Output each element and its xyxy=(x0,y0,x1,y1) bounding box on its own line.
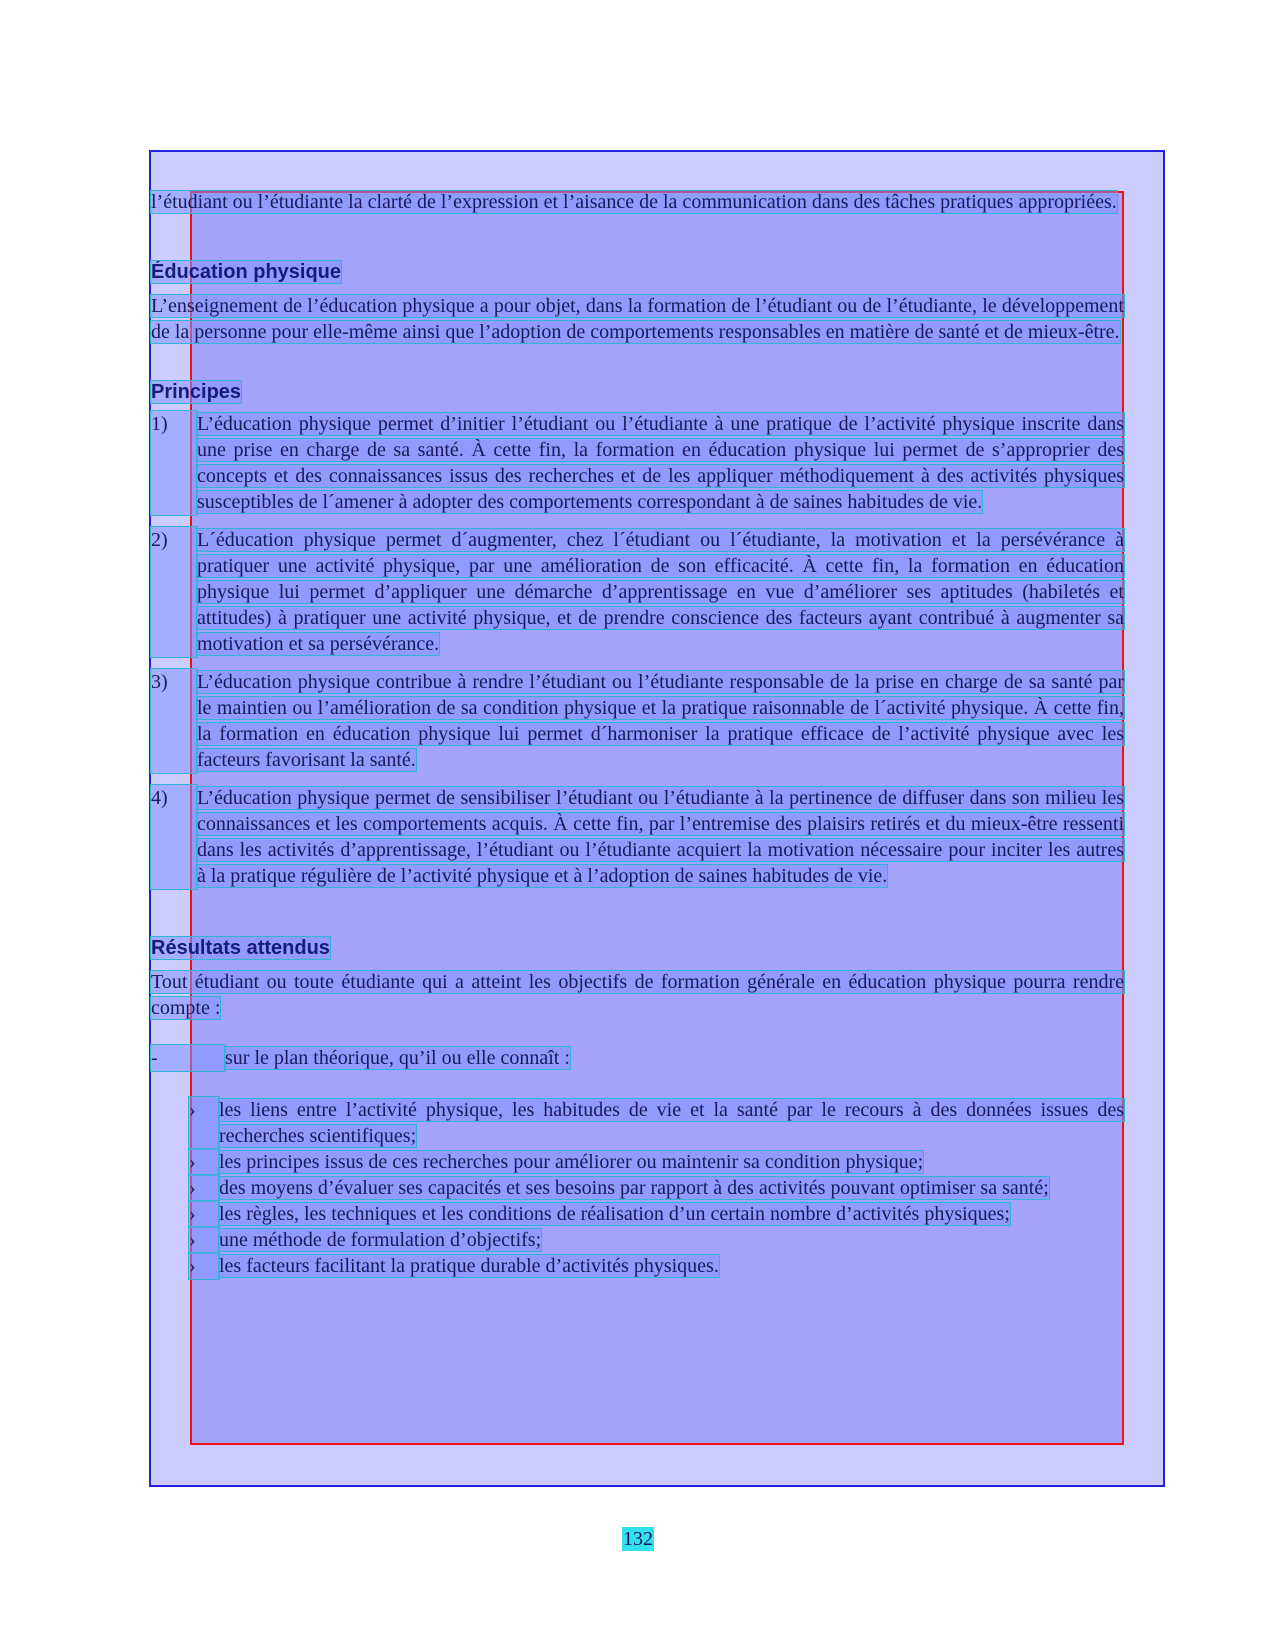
heading-principles: Principes xyxy=(151,381,242,403)
arrow-bullet-icon: › xyxy=(189,1253,219,1279)
heading-education: Éducation physique xyxy=(151,261,342,283)
principle-item: 3) L’éducation physique contribue à rendre l’étudiant ou l’étudiante responsable de la prise en charge de sa santé par le maintien ou l’amélioration de sa condition physique et la pratique raisonnable de l´activité physique. À cette fin, la formation en éducation physique lui permet d´harmoniser la pratique efficace de l’activité physique avec les facteurs favorisant la santé. xyxy=(151,671,1124,771)
principle-item: 4) L’éducation physique permet de sensibiliser l’étudiant ou l’étudiante à la pertinence de diffuser dans son milieu les connaissances et les comportements acquis. À cette fin, par l’entremise des plaisirs retirés et du mieux-être ressenti dans les activités d’apprentissage, l’étudiant ou l’étudiante acquiert la motivation nécessaire pour inciter les autres à la pratique régulière de l’activité physique et à l’adoption de saines habitudes de vie. xyxy=(151,787,1124,887)
list-item: › les règles, les techniques et les conditions de réalisation d’un certain nombre d’activités physiques; xyxy=(189,1203,1010,1225)
list-item: › les liens entre l’activité physique, les habitudes de vie et la santé par le recours à des données issues des recherches scientifiques; xyxy=(189,1099,1124,1147)
principle-item: 1) L’éducation physique permet d’initier l’étudiant ou l’étudiante à une pratique de l’activité physique inscrite dans une prise en charge de sa santé. À cette fin, la formation en éducation physique lui permet de s’approprier des concepts et des connaissances issus des recherches et de les appliquer méthodiquement à des activités physiques susceptibles de l´amener à adopter des comportements correspondant à de saines habitudes de vie. xyxy=(151,413,1124,513)
arrow-bullet-icon: › xyxy=(189,1227,219,1253)
arrow-bullet-icon: › xyxy=(189,1097,219,1149)
education-paragraph: L’enseignement de l’éducation physique a pour objet, dans la formation de l’étudiant ou de l’étudiante, le développement de la personne pour elle-même ainsi que l’adoption de comportements responsables en matière de santé et de mieux-être. xyxy=(151,295,1124,343)
dash-bullet-icon: - xyxy=(151,1045,225,1071)
results-paragraph: Tout étudiant ou toute étudiante qui a atteint les objectifs de formation générale en éducation physique pourra rendre compte : xyxy=(151,971,1124,1019)
list-item: › une méthode de formulation d’objectifs; xyxy=(189,1229,542,1251)
theory-bullet: - sur le plan théorique, qu’il ou elle connaît : xyxy=(151,1047,570,1069)
heading-results: Résultats attendus xyxy=(151,937,330,959)
arrow-bullet-icon: › xyxy=(189,1175,219,1201)
principles-list xyxy=(151,411,1124,889)
page-content xyxy=(151,189,1124,1279)
list-item: › les principes issus de ces recherches pour améliorer ou maintenir sa condition physique; xyxy=(189,1151,924,1173)
principle-item: 2) L´éducation physique permet d´augmenter, chez l´étudiant ou l´étudiante, la motivation et la persévérance à pratiquer une activité physique, par une amélioration de son efficacité. À cette fin, la formation en éducation physique lui permet d’appliquer une démarche d’apprentissage en vue d’améliorer ses aptitudes (habiletés et attitudes) à pratiquer une activité physique, et de prendre conscience des facteurs ayant contribué à augmenter sa motivation et sa persévérance. xyxy=(151,529,1124,655)
list-item: › les facteurs facilitant la pratique durable d’activités physiques. xyxy=(189,1255,719,1277)
intro-paragraph: l’étudiant ou l’étudiante la clarté de l’expression et l’aisance de la communication dans des tâches pratiques appropriées. xyxy=(151,191,1117,213)
page-number: 132 xyxy=(623,1528,653,1550)
arrow-bullet-icon: › xyxy=(189,1201,219,1227)
arrow-bullet-icon: › xyxy=(189,1149,219,1175)
knowledge-list xyxy=(151,1097,1124,1279)
list-item: › des moyens d’évaluer ses capacités et ses besoins par rapport à des activités pouvant optimiser sa santé; xyxy=(189,1177,1049,1199)
